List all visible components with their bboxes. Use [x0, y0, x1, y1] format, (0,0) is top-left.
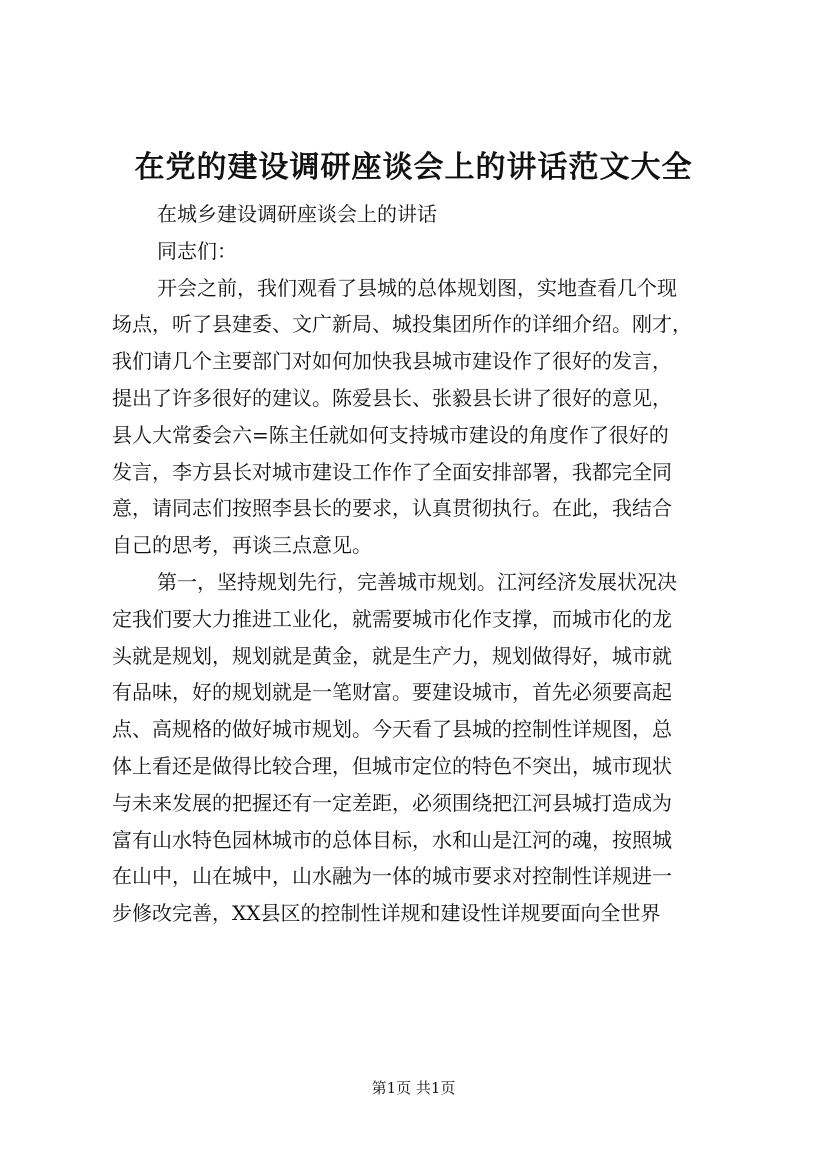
- paragraph-line: 与未来发展的把握还有一定差距，必须围绕把江河县城打造成为: [112, 790, 672, 815]
- document-body: [112, 196, 732, 932]
- paragraph-line: 步修改完善，XX县区的控制性详规和建设性详规要面向全世界: [112, 901, 661, 926]
- paragraph-line: 意，请同志们按照李县长的要求，认真贯彻执行。在此，我结合: [112, 496, 672, 521]
- page-number-footer: 第1页 共1页: [371, 1079, 456, 1097]
- paragraph-line: 发言，李方县长对城市建设工作作了全面安排部署，我都完全同: [112, 459, 672, 484]
- paragraph-line: 提出了许多很好的建议。陈爱县长、张毅县长讲了很好的意见，: [112, 385, 672, 410]
- document-title: 在党的建设调研座谈会上的讲话范文大全: [134, 150, 693, 185]
- paragraph-line: 有品味，好的规划就是一笔财富。要建设城市，首先必须要高起: [112, 680, 672, 705]
- paragraph-line: 在山中，山在城中，山水融为一体的城市要求对控制性详规进一: [112, 864, 672, 889]
- paragraph-line: 点、高规格的做好城市规划。今天看了县城的控制性详规图，总: [112, 717, 672, 742]
- paragraph-line: 定我们要大力推进工业化，就需要城市化作支撑，而城市化的龙: [112, 606, 672, 631]
- paragraph-line: 我们请几个主要部门对如何加快我县城市建设作了很好的发言，: [112, 349, 672, 374]
- paragraph-line: 体上看还是做得比较合理，但城市定位的特色不突出，城市现状: [112, 753, 672, 778]
- paragraph-line: 自己的思考，再谈三点意见。: [112, 533, 372, 558]
- paragraph-line: 县人大常委会六=陈主任就如何支持城市建设的角度作了很好的: [112, 422, 669, 447]
- paragraph-line: 第一，坚持规划先行，完善城市规划。江河经济发展状况决: [157, 569, 677, 594]
- subtitle-line: 在城乡建设调研座谈会上的讲话: [157, 202, 437, 226]
- salutation-line: 同志们：: [157, 238, 237, 263]
- paragraph-line: 开会之前，我们观看了县城的总体规划图，实地查看几个现: [157, 275, 677, 300]
- paragraph-line: 头就是规划，规划就是黄金，就是生产力，规划做得好，城市就: [112, 643, 672, 668]
- paragraph-line: 富有山水特色园林城市的总体目标，水和山是江河的魂，按照城: [112, 827, 672, 852]
- paragraph-line: 场点，听了县建委、文广新局、城投集团所作的详细介绍。刚才，: [112, 312, 692, 337]
